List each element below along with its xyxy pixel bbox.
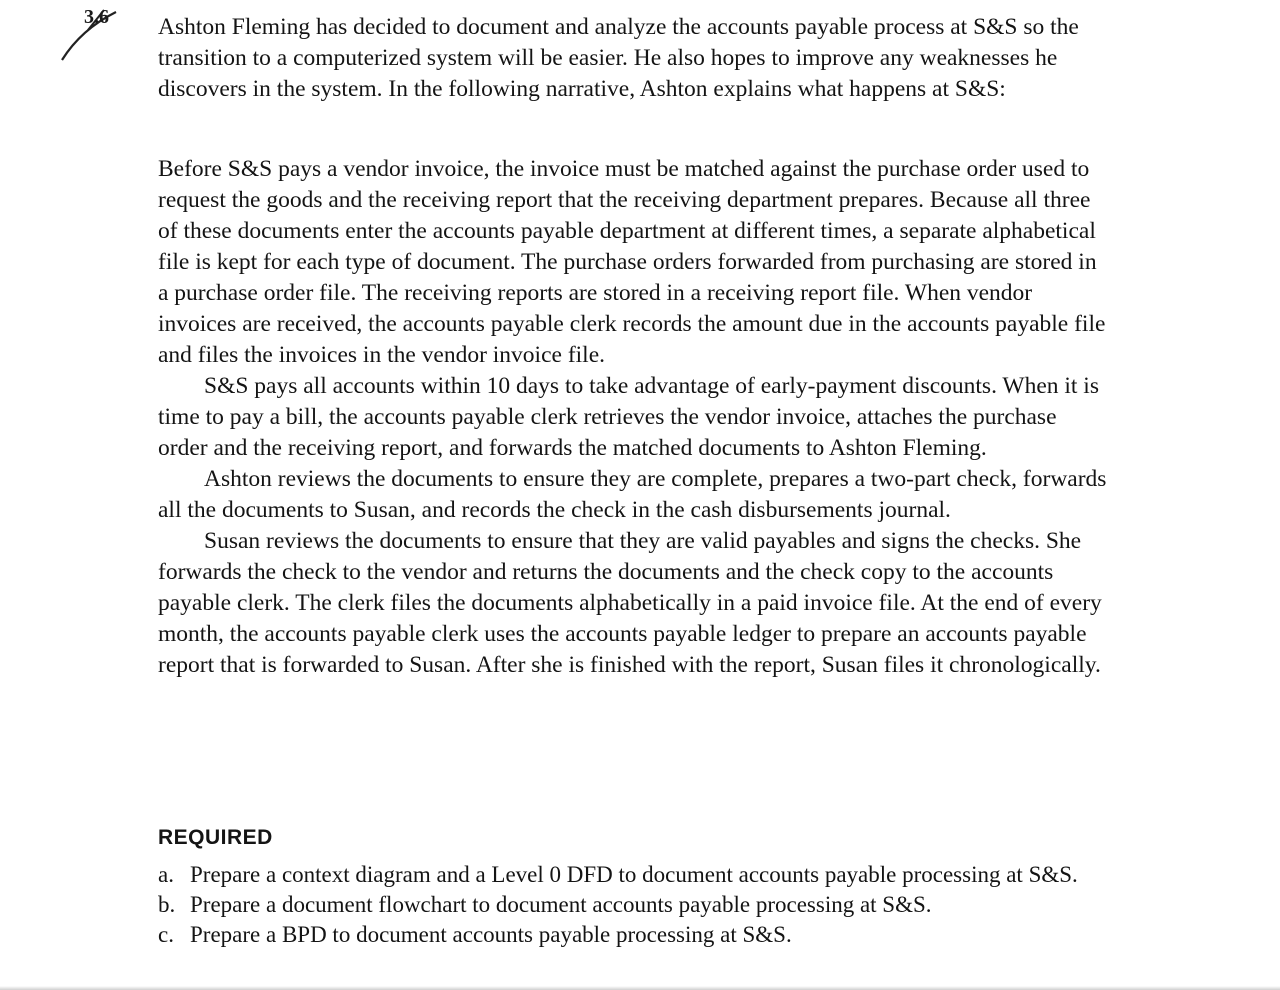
narrative-paragraph-2: S&S pays all accounts within 10 days to take advantage of early-payment discounts. When it is time to pay a bill, the accounts payable clerk retrieves the vendor invoice, attaches the purchase order and the receiving report, and forwards the matched documents to Ashton Fleming. [158, 373, 1099, 461]
required-item-text: Prepare a document flowchart to document accounts payable processing at S&S. [190, 892, 932, 917]
required-item-text: Prepare a context diagram and a Level 0 DFD to document accounts payable processing at S&S. [190, 862, 1078, 887]
required-heading: REQUIRED [158, 826, 273, 849]
narrative-paragraph-1: Before S&S pays a vendor invoice, the invoice must be matched against the purchase order used to request the goods and the receiving report that the receiving department prepares. Because all three of these documents enter the accounts payable department at different times, a separate alphabetical file is kept for each type of document. The purchase orders forwarded from purchasing are stored in a purchase order file. The receiving reports are stored in a receiving report file. When vendor invoices are received, the accounts payable clerk records the amount due in the accounts payable file and files the invoices in the vendor invoice file. [158, 156, 1106, 368]
required-item-a [158, 860, 1098, 890]
required-list [158, 860, 1098, 950]
problem-number: 3.6 [84, 6, 109, 28]
intro-text: Ashton Fleming has decided to document and analyze the accounts payable process at S&S so the transition to a computerized system will be easier. He also hopes to improve any weaknesses he discovers in the system. In the following narrative, Ashton explains what happens at S&S: [158, 14, 1079, 102]
intro-paragraph [158, 12, 1108, 105]
required-item-letter: c. [158, 922, 174, 947]
narrative [158, 154, 1108, 681]
required-item-letter: b. [158, 892, 176, 917]
page-bottom-edge [0, 986, 1280, 990]
narrative-paragraph-4: Susan reviews the documents to ensure that they are valid payables and signs the checks. She forwards the check to the vendor and returns the documents and the check copy to the accounts payable clerk. The clerk files the documents alphabetically in a paid invoice file. At the end of every month, the accounts payable clerk uses the accounts payable ledger to prepare an accounts payable report that is forwarded to Susan. After she is finished with the report, Susan files it chronologically. [158, 528, 1102, 678]
narrative-paragraph-3: Ashton reviews the documents to ensure they are complete, prepares a two-part check, forwards all the documents to Susan, and records the check in the cash disbursements journal. [158, 466, 1107, 523]
required-item-b [158, 890, 1098, 920]
required-item-c [158, 920, 1098, 950]
required-item-text: Prepare a BPD to document accounts payable processing at S&S. [190, 922, 792, 947]
required-item-letter: a. [158, 862, 174, 887]
